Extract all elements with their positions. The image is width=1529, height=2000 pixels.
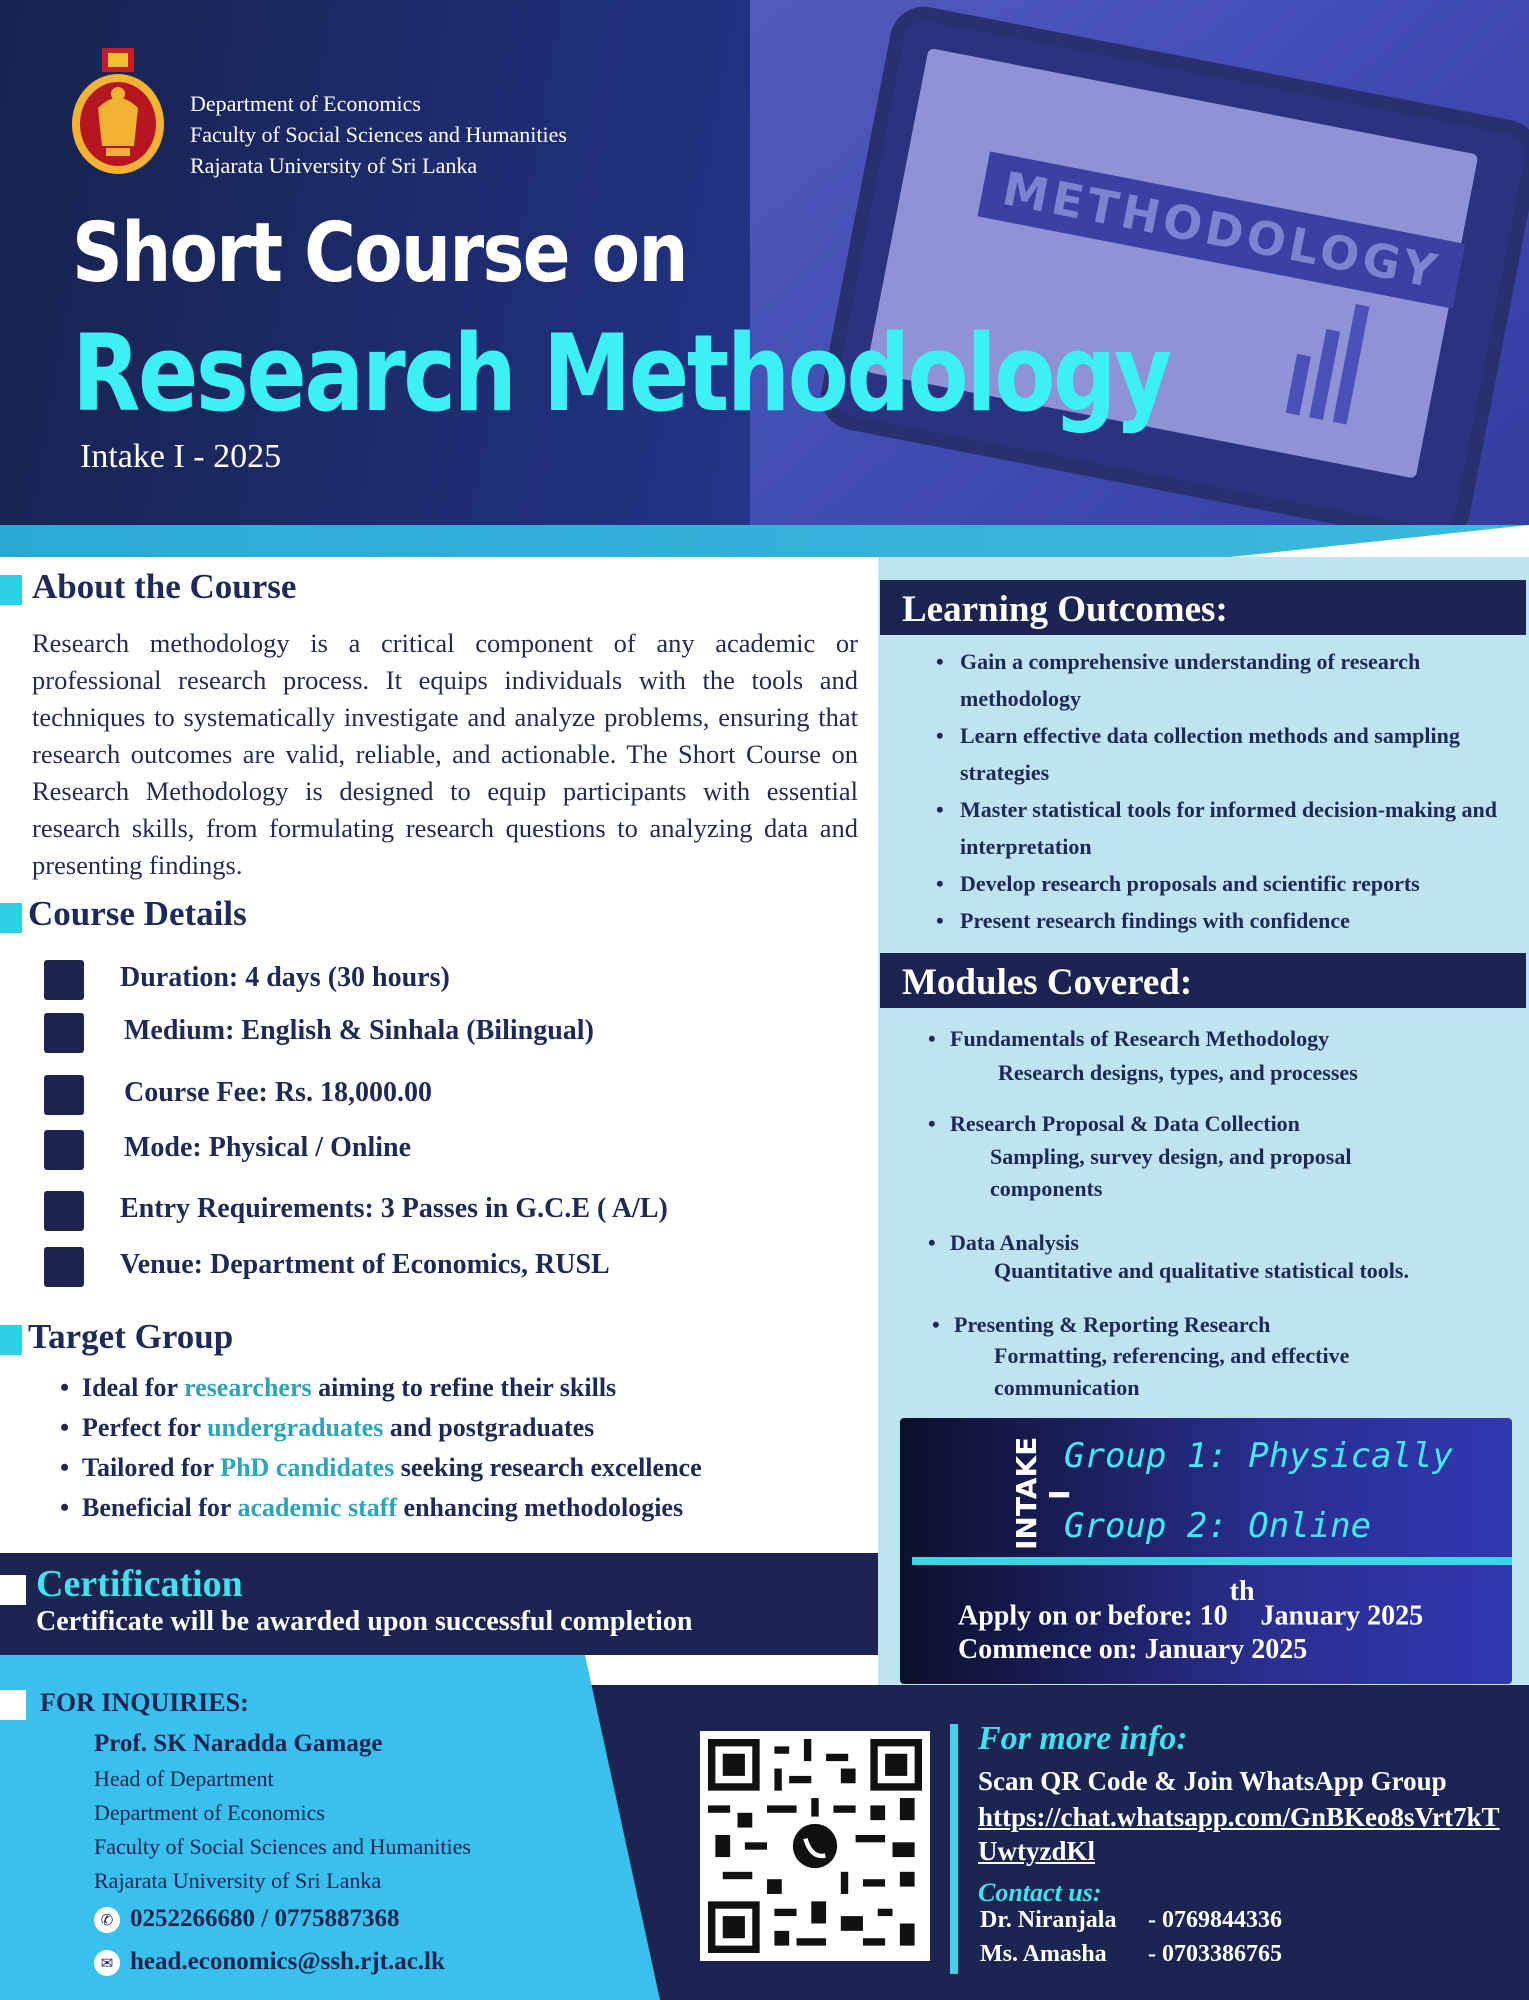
header-banner <box>0 0 1529 525</box>
university-crest-icon <box>68 48 168 176</box>
university-line: Rajarata University of Sri Lanka <box>190 153 478 178</box>
department-line: Department of Economics <box>190 91 421 116</box>
apply-deadline: Apply on or before: 10thJanuary 2025 <box>958 1576 1424 1632</box>
intake-label: Intake I - 2025 <box>80 438 282 475</box>
module-title: • Fundamentals of Research Methodology <box>928 1026 1330 1051</box>
about-heading: About the Course <box>32 567 297 606</box>
tablet-methodology-label: METHODOLOGY <box>977 151 1465 308</box>
module-subtitle: Sampling, survey design, and proposal components <box>990 1144 1352 1201</box>
email-contact[interactable]: ✉ head.economics@ssh.rjt.ac.lk <box>94 1948 445 1976</box>
intake-divider <box>912 1557 1512 1565</box>
inquiries-heading: FOR INQUIRIES: <box>40 1688 249 1717</box>
module-title: • Data Analysis <box>928 1230 1079 1255</box>
target-group-item: • Ideal for researchers aiming to refine their skills <box>60 1373 617 1402</box>
certification-marker <box>0 1575 26 1605</box>
detail-bullet-box <box>44 1075 84 1115</box>
detail-bullet-box <box>44 1130 84 1170</box>
target-group-heading: Target Group <box>28 1317 234 1356</box>
department-info <box>190 88 567 181</box>
learning-outcomes-heading: Learning Outcomes: <box>880 580 1526 635</box>
detail-bullet-box <box>44 960 84 1000</box>
learning-outcome-item: • Learn effective data collection methods and sampling strategies <box>936 723 1460 785</box>
course-details-marker <box>0 903 22 933</box>
detail-bullet-box <box>44 1247 84 1287</box>
scan-instruction: Scan QR Code & Join WhatsApp Group <box>978 1766 1447 1796</box>
learning-outcome-item: • Develop research proposals and scientific reports <box>936 871 1420 896</box>
learning-outcome-item: • Master statistical tools for informed decision-making and interpretation <box>936 797 1497 859</box>
inquiries-contact-name: Prof. SK Naradda Gamage <box>94 1730 383 1757</box>
learning-outcome-item: • Gain a comprehensive understanding of research methodology <box>936 649 1421 711</box>
inquiries-marker <box>0 1690 26 1720</box>
commence-date: Commence on: January 2025 <box>958 1634 1308 1665</box>
target-group-item: • Beneficial for academic staff enhancing methodologies <box>60 1493 684 1522</box>
target-group-marker <box>0 1325 22 1355</box>
whatsapp-group-link[interactable]: https://chat.whatsapp.com/GnBKeo8sVrt7kTUwtyzdKl <box>978 1802 1500 1866</box>
more-info-heading: For more info: <box>978 1720 1188 1757</box>
inquiries-line: Rajarata University of Sri Lanka <box>94 1868 382 1893</box>
faculty-line: Faculty of Social Sciences and Humanities <box>190 122 567 147</box>
footer-divider <box>950 1724 958 1974</box>
envelope-icon: ✉ <box>94 1950 120 1976</box>
certification-text: Certificate will be awarded upon successful completion <box>36 1606 693 1637</box>
modules-heading: Modules Covered: <box>880 953 1526 1008</box>
module-title: • Presenting & Reporting Research <box>932 1312 1271 1337</box>
contact-person-row: Ms. Amasha - 0703386765 <box>980 1941 1282 1967</box>
course-details-heading: Course Details <box>28 894 247 933</box>
group1-label: Group 1: Physically <box>1064 1436 1453 1476</box>
certification-heading: Certification <box>36 1563 243 1605</box>
detail-bullet-box <box>44 1191 84 1231</box>
inquiries-line: Department of Economics <box>94 1800 325 1825</box>
intake-vertical-label: INTAKE I <box>1010 1436 1076 1550</box>
inquiries-line: Head of Department <box>94 1766 274 1791</box>
contact-person-row: Dr. Niranjala - 0769844336 <box>980 1907 1282 1933</box>
phone-icon: ✆ <box>94 1907 120 1933</box>
module-subtitle: Research designs, types, and processes <box>998 1060 1358 1085</box>
whatsapp-qr-code[interactable] <box>700 1731 930 1961</box>
contact-us-heading: Contact us: <box>978 1878 1102 1907</box>
module-subtitle: Formatting, referencing, and effective communication <box>994 1343 1350 1400</box>
about-text: Research methodology is a critical component of any academic or professional research process. It equips individuals with the tools and techniques to systematically investigate and analyze problems, ensuring that research outcomes are valid, reliable, and actionable. The Short Course on Research Methodology is designed to equip participants with essential research skills, from formulating research questions to analyzing data and presenting findings. <box>32 628 858 880</box>
group2-label: Group 2: Online <box>1064 1506 1372 1546</box>
target-group-item: • Perfect for undergraduates and postgraduates <box>60 1413 595 1442</box>
inquiries-line: Faculty of Social Sciences and Humanities <box>94 1834 471 1859</box>
learning-outcome-item: • Present research findings with confidence <box>936 908 1350 933</box>
page-title-line2: Research Methodology <box>72 312 1170 435</box>
phone-contact[interactable]: ✆ 0252266680 / 0775887368 <box>94 1905 399 1933</box>
page-title-line1: Short Course on <box>72 206 687 301</box>
detail-bullet-box <box>44 1013 84 1053</box>
target-group-item: • Tailored for PhD candidates seeking research excellence <box>60 1453 702 1482</box>
header-accent-stripe <box>0 525 1529 557</box>
module-subtitle: Quantitative and qualitative statistical tools. <box>994 1258 1409 1283</box>
about-marker <box>0 575 22 605</box>
module-title: • Research Proposal & Data Collection <box>928 1111 1300 1136</box>
